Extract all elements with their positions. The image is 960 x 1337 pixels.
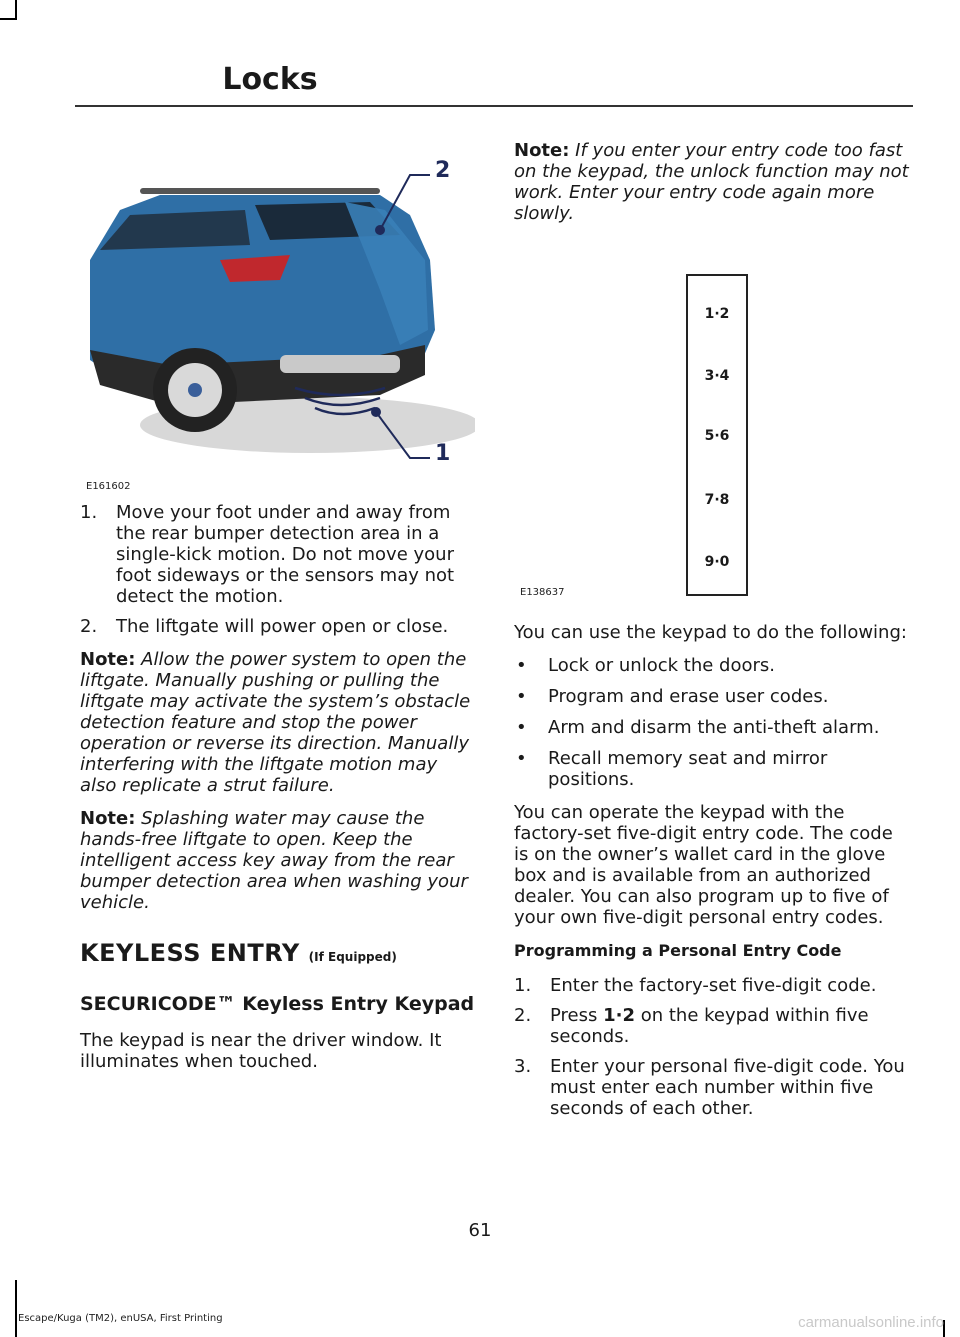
keypad [686, 274, 748, 596]
list-item [80, 616, 475, 637]
keypad-uses-intro: You can use the keypad to do the following: [514, 622, 907, 643]
step-number: 2. [80, 616, 98, 637]
roof-rail [140, 188, 380, 194]
note-text: Splashing water may cause the hands-free liftgate to open. Keep the intelligent access key away from the rear bumper detection area when washing your vehicle. [80, 808, 468, 913]
note-splashing-water [80, 808, 475, 913]
list-item [514, 975, 909, 996]
keypad-intro: The keypad is near the driver window. It illuminates when touched. [80, 1030, 442, 1072]
step-number: 1. [80, 502, 98, 523]
watermark: carmanualsonline.info [798, 1314, 944, 1331]
keypad-key: 1·2 [704, 306, 730, 322]
programming-steps [514, 975, 909, 1119]
crop-mark [15, 0, 17, 20]
hands-free-steps [80, 502, 475, 637]
list-item [514, 1005, 909, 1047]
list-item [514, 748, 909, 790]
step-text: Enter the factory-set five-digit code. [550, 975, 877, 996]
bullet-text: Arm and disarm the anti-theft alarm. [548, 717, 880, 738]
figure-code: E161602 [86, 481, 131, 492]
crop-mark [0, 18, 17, 20]
note-power-system [80, 649, 475, 796]
step-number: 2. [514, 1005, 532, 1026]
step-text: The liftgate will power open or close. [116, 616, 449, 637]
programming-title: Programming a Personal Entry Code [514, 941, 842, 960]
callout-1-label: 1 [435, 441, 451, 466]
header-rule [75, 105, 913, 107]
step-text: Press [550, 1005, 604, 1026]
keypad-key: 5·6 [704, 428, 730, 444]
crop-mark [15, 1280, 17, 1337]
note-label: Note: [80, 808, 136, 829]
note-label: Note: [514, 140, 570, 161]
bullet-icon: • [516, 717, 527, 738]
bullet-text: Recall memory seat and mirror positions. [548, 748, 828, 790]
bullet-icon: • [516, 748, 527, 769]
step-text: Enter your personal five-digit code. You must enter each number within five seconds of each other. [550, 1056, 905, 1119]
note-text: Allow the power system to open the liftgate. Manually pushing or pulling the liftgate may activate the system’s obstacle detection feature and stop the power operation or reverse its direction. Manually interfering with the liftgate motion may also replicate a strut failure. [80, 649, 471, 796]
bullet-text: Program and erase user codes. [548, 686, 829, 707]
operate-keypad-text: You can operate the keypad with the factory-set five-digit entry code. The code is on the owner’s wallet card in the glove box and is available from an authorized dealer. You can also program up to five of your own five-digit personal entry codes. [514, 802, 893, 928]
list-item [514, 686, 909, 707]
list-item [514, 1056, 909, 1119]
page-number: 61 [468, 1220, 492, 1241]
figure-code: E138637 [520, 587, 565, 598]
callout-2-label: 2 [435, 158, 451, 183]
section-title-text: KEYLESS ENTRY [80, 939, 300, 967]
list-item [514, 655, 909, 676]
wheel-hub [188, 383, 202, 397]
page-title: Locks [222, 62, 318, 97]
printing-info: Escape/Kuga (TM2), enUSA, First Printing [18, 1313, 223, 1324]
vehicle-illustration [80, 140, 475, 470]
keypad-figure [514, 236, 909, 616]
bullet-icon: • [516, 655, 527, 676]
list-item [514, 717, 909, 738]
bullet-icon: • [516, 686, 527, 707]
rear-bumper [280, 355, 400, 373]
liftgate-figure [80, 140, 475, 490]
subsection-title: SECURICODE™ Keyless Entry Keypad [80, 993, 475, 1015]
list-item [80, 502, 475, 607]
right-column [514, 140, 909, 1131]
left-column [80, 140, 475, 1084]
step-number: 3. [514, 1056, 532, 1077]
keypad-key: 9·0 [704, 554, 730, 570]
bullet-text: Lock or unlock the doors. [548, 655, 775, 676]
key-label: 1·2 [603, 1005, 635, 1026]
section-title-suffix: (If Equipped) [308, 950, 397, 964]
step-text: Move your foot under and away from the rear bumper detection area in a single-kick motion. Do not move your foot sideways or the sensors may not detect the motion. [116, 502, 455, 607]
note-label: Note: [80, 649, 136, 670]
step-text: on the keypad within five seconds. [550, 1005, 869, 1047]
keypad-uses-list [514, 655, 909, 790]
section-title [80, 939, 475, 971]
note-entry-too-fast [514, 140, 909, 224]
note-text: If you enter your entry code too fast on the keypad, the unlock function may not work. Enter your entry code again more slowly. [514, 140, 909, 224]
keypad-key: 3·4 [704, 368, 730, 384]
step-number: 1. [514, 975, 532, 996]
keypad-key: 7·8 [704, 492, 730, 508]
